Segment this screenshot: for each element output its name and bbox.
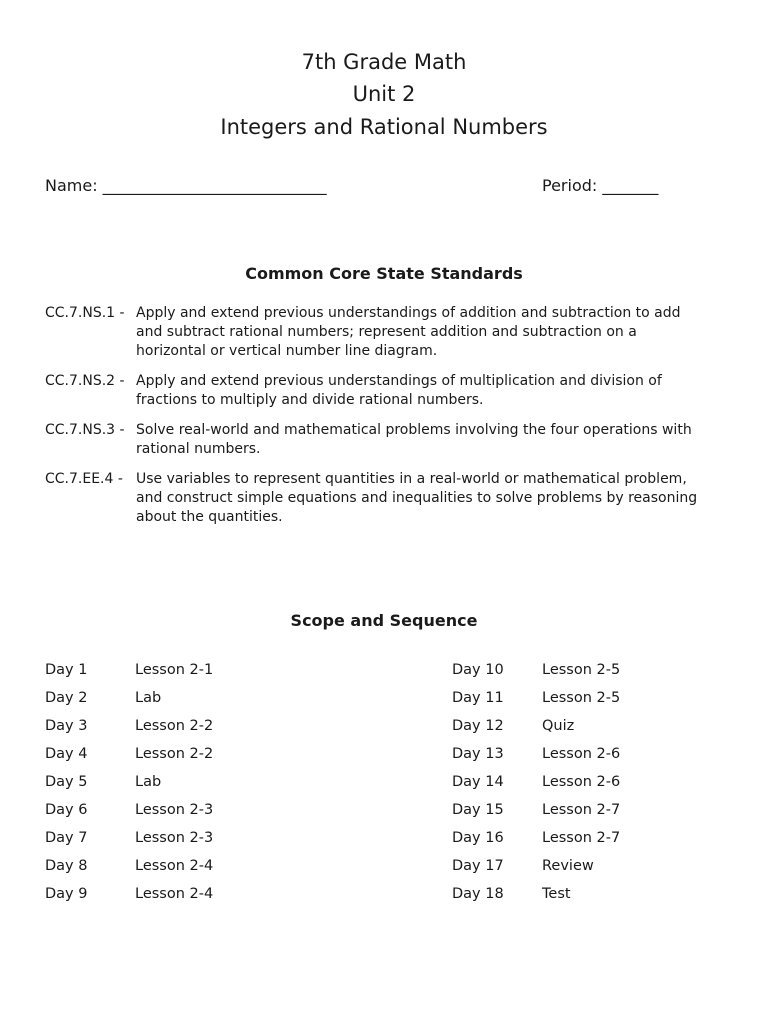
schedule-day: Day 12 — [452, 718, 504, 734]
schedule-activity: Lesson 2-7 — [542, 802, 621, 818]
schedule-day: Day 11 — [452, 690, 504, 706]
schedule-activity: Lesson 2-1 — [135, 662, 214, 678]
standard-item — [45, 304, 735, 361]
standard-item — [45, 372, 735, 410]
schedule-activity: Lesson 2-6 — [542, 746, 621, 762]
schedule-activity: Lesson 2-6 — [542, 774, 621, 790]
schedule-day: Day 13 — [452, 746, 504, 762]
schedule-day: Day 7 — [45, 830, 88, 846]
standard-description: Solve real-world and mathematical problems involving the four operations with rational numbers. — [136, 422, 692, 457]
standard-description: Apply and extend previous understandings of multiplication and division of fractions to multiply and divide rational numbers. — [136, 373, 662, 408]
standard-code: CC.7.NS.2 - — [45, 373, 125, 389]
schedule-activity: Review — [542, 858, 594, 874]
schedule-activity: Lesson 2-4 — [135, 886, 214, 902]
schedule-heading: Scope and Sequence — [290, 611, 478, 630]
course-title: 7th Grade Math — [301, 50, 467, 74]
schedule-day: Day 1 — [45, 662, 88, 678]
schedule-activity: Test — [542, 886, 571, 902]
schedule-activity: Quiz — [542, 718, 575, 734]
schedule-activity: Lesson 2-3 — [135, 802, 214, 818]
schedule-activity: Lesson 2-3 — [135, 830, 214, 846]
standards-heading: Common Core State Standards — [245, 264, 523, 283]
name-field: Name: ____________________________ — [45, 176, 327, 195]
schedule-day: Day 9 — [45, 886, 88, 902]
schedule-activity: Lesson 2-4 — [135, 858, 214, 874]
standard-item — [45, 421, 735, 459]
schedule-day: Day 4 — [45, 746, 88, 762]
standard-item — [45, 470, 735, 527]
schedule-activity: Lab — [135, 774, 162, 790]
standard-description: Apply and extend previous understandings of addition and subtraction to add and subtract rational numbers; represent addition and subtraction on a horizontal or vertical number line diagram. — [136, 305, 681, 359]
standard-code: CC.7.NS.3 - — [45, 422, 125, 438]
schedule-activity: Lesson 2-7 — [542, 830, 621, 846]
schedule-activity: Lesson 2-2 — [135, 718, 214, 734]
standard-code: CC.7.EE.4 - — [45, 471, 123, 487]
schedule-day: Day 8 — [45, 858, 88, 874]
schedule-day: Day 10 — [452, 662, 504, 678]
schedule-activity: Lesson 2-2 — [135, 746, 214, 762]
schedule-activity: Lesson 2-5 — [542, 690, 621, 706]
schedule-day: Day 17 — [452, 858, 504, 874]
unit-subtitle: Integers and Rational Numbers — [220, 115, 548, 139]
schedule-day: Day 18 — [452, 886, 504, 902]
schedule-day: Day 6 — [45, 802, 88, 818]
schedule-day: Day 5 — [45, 774, 88, 790]
schedule-day: Day 2 — [45, 690, 88, 706]
schedule-day: Day 14 — [452, 774, 504, 790]
standard-code: CC.7.NS.1 - — [45, 305, 125, 321]
standard-description: Use variables to represent quantities in a real-world or mathematical problem, and construct simple equations and inequalities to solve problems by reasoning about the quantities. — [136, 471, 698, 525]
schedule-activity: Lesson 2-5 — [542, 662, 621, 678]
schedule-activity: Lab — [135, 690, 162, 706]
period-field: Period: _______ — [542, 176, 659, 195]
schedule-day: Day 16 — [452, 830, 504, 846]
unit-title: Unit 2 — [352, 82, 416, 106]
schedule-day: Day 3 — [45, 718, 88, 734]
schedule-day: Day 15 — [452, 802, 504, 818]
